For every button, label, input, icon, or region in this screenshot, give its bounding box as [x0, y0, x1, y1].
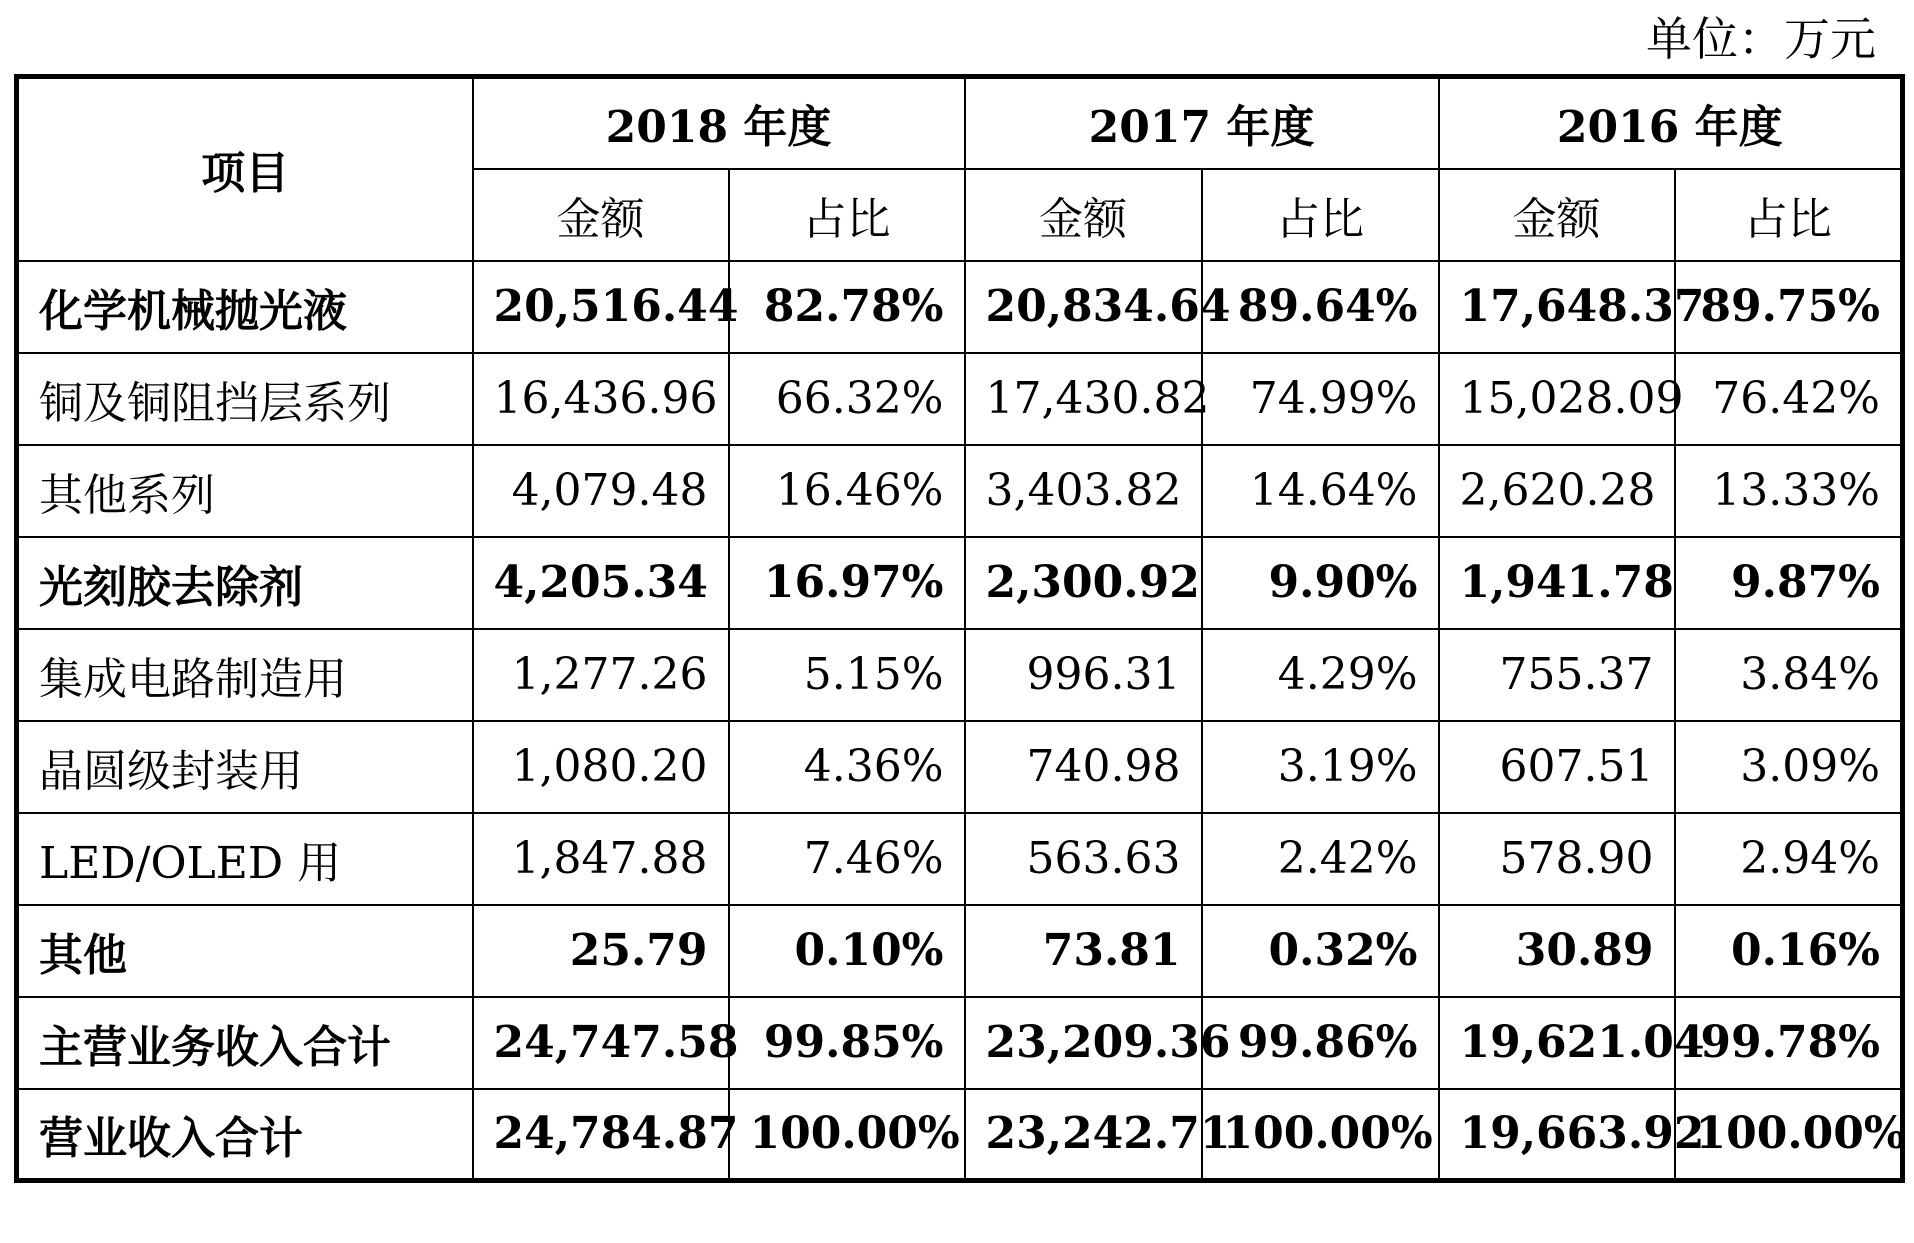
- ratio-cell: 99.86%: [1202, 997, 1439, 1089]
- amount-cell: 563.63: [965, 813, 1202, 905]
- amount-cell: 16,436.96: [473, 353, 729, 445]
- row-label: 其他系列: [17, 445, 473, 537]
- ratio-cell: 0.16%: [1675, 905, 1903, 997]
- row-label: 铜及铜阻挡层系列: [17, 353, 473, 445]
- table-row: [17, 721, 1903, 813]
- ratio-cell: 66.32%: [729, 353, 965, 445]
- table-row: [17, 1089, 1903, 1181]
- revenue-table: [14, 74, 1905, 1183]
- amount-cell: 578.90: [1439, 813, 1675, 905]
- ratio-cell: 99.85%: [729, 997, 965, 1089]
- ratio-cell: 3.19%: [1202, 721, 1439, 813]
- header-ratio: 占比: [1675, 169, 1903, 261]
- table-row: [17, 905, 1903, 997]
- amount-cell: 73.81: [965, 905, 1202, 997]
- table-row: [17, 261, 1903, 353]
- header-row-years: [17, 77, 1903, 169]
- row-label: 营业收入合计: [17, 1089, 473, 1181]
- header-year-2016: 2016 年度: [1439, 77, 1903, 169]
- ratio-cell: 3.84%: [1675, 629, 1903, 721]
- header-amount: 金额: [965, 169, 1202, 261]
- header-amount: 金额: [1439, 169, 1675, 261]
- amount-cell: 740.98: [965, 721, 1202, 813]
- amount-cell: 30.89: [1439, 905, 1675, 997]
- table-row: [17, 445, 1903, 537]
- ratio-cell: 99.78%: [1675, 997, 1903, 1089]
- row-label: 主营业务收入合计: [17, 997, 473, 1089]
- row-label: LED/OLED 用: [17, 813, 473, 905]
- amount-cell: 755.37: [1439, 629, 1675, 721]
- ratio-cell: 7.46%: [729, 813, 965, 905]
- ratio-cell: 89.64%: [1202, 261, 1439, 353]
- ratio-cell: 14.64%: [1202, 445, 1439, 537]
- header-amount: 金额: [473, 169, 729, 261]
- amount-cell: 23,209.36: [965, 997, 1202, 1089]
- amount-cell: 4,205.34: [473, 537, 729, 629]
- header-ratio: 占比: [1202, 169, 1439, 261]
- ratio-cell: 4.29%: [1202, 629, 1439, 721]
- ratio-cell: 13.33%: [1675, 445, 1903, 537]
- ratio-cell: 9.90%: [1202, 537, 1439, 629]
- table-row: [17, 629, 1903, 721]
- table-row: [17, 353, 1903, 445]
- amount-cell: 19,621.04: [1439, 997, 1675, 1089]
- ratio-cell: 16.46%: [729, 445, 965, 537]
- ratio-cell: 0.32%: [1202, 905, 1439, 997]
- ratio-cell: 0.10%: [729, 905, 965, 997]
- amount-cell: 1,080.20: [473, 721, 729, 813]
- amount-cell: 1,847.88: [473, 813, 729, 905]
- ratio-cell: 5.15%: [729, 629, 965, 721]
- ratio-cell: 74.99%: [1202, 353, 1439, 445]
- amount-cell: 24,784.87: [473, 1089, 729, 1181]
- amount-cell: 15,028.09: [1439, 353, 1675, 445]
- row-label: 晶圆级封装用: [17, 721, 473, 813]
- header-item: 项目: [17, 77, 473, 261]
- header-year-2017: 2017 年度: [965, 77, 1439, 169]
- amount-cell: 4,079.48: [473, 445, 729, 537]
- table-row: [17, 997, 1903, 1089]
- amount-cell: 20,516.44: [473, 261, 729, 353]
- amount-cell: 1,277.26: [473, 629, 729, 721]
- row-label: 化学机械抛光液: [17, 261, 473, 353]
- header-year-2018: 2018 年度: [473, 77, 965, 169]
- amount-cell: 2,620.28: [1439, 445, 1675, 537]
- ratio-cell: 82.78%: [729, 261, 965, 353]
- ratio-cell: 76.42%: [1675, 353, 1903, 445]
- amount-cell: 24,747.58: [473, 997, 729, 1089]
- amount-cell: 20,834.64: [965, 261, 1202, 353]
- amount-cell: 25.79: [473, 905, 729, 997]
- amount-cell: 1,941.78: [1439, 537, 1675, 629]
- amount-cell: 2,300.92: [965, 537, 1202, 629]
- amount-cell: 23,242.71: [965, 1089, 1202, 1181]
- ratio-cell: 89.75%: [1675, 261, 1903, 353]
- ratio-cell: 3.09%: [1675, 721, 1903, 813]
- row-label: 集成电路制造用: [17, 629, 473, 721]
- amount-cell: 19,663.92: [1439, 1089, 1675, 1181]
- row-label: 光刻胶去除剂: [17, 537, 473, 629]
- amount-cell: 17,648.37: [1439, 261, 1675, 353]
- row-label: 其他: [17, 905, 473, 997]
- ratio-cell: 2.94%: [1675, 813, 1903, 905]
- ratio-cell: 100.00%: [1202, 1089, 1439, 1181]
- table-row: [17, 537, 1903, 629]
- ratio-cell: 4.36%: [729, 721, 965, 813]
- amount-cell: 17,430.82: [965, 353, 1202, 445]
- ratio-cell: 16.97%: [729, 537, 965, 629]
- ratio-cell: 100.00%: [1675, 1089, 1903, 1181]
- header-ratio: 占比: [729, 169, 965, 261]
- amount-cell: 996.31: [965, 629, 1202, 721]
- ratio-cell: 9.87%: [1675, 537, 1903, 629]
- ratio-cell: 100.00%: [729, 1089, 965, 1181]
- table-row: [17, 813, 1903, 905]
- amount-cell: 3,403.82: [965, 445, 1202, 537]
- ratio-cell: 2.42%: [1202, 813, 1439, 905]
- amount-cell: 607.51: [1439, 721, 1675, 813]
- unit-label: 单位：万元: [1646, 12, 1876, 66]
